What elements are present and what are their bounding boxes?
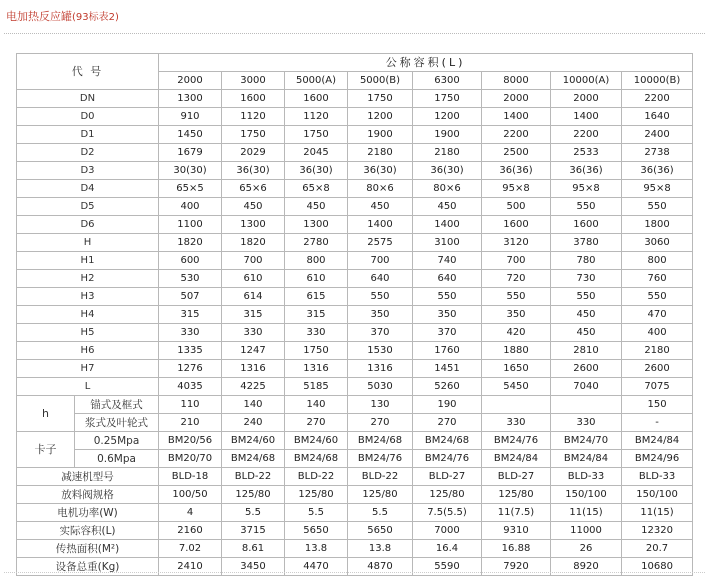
table-cell: BM24/68 [348,432,413,450]
table-cell: 450 [551,306,622,324]
table-row [17,378,693,396]
table-cell: 12320 [622,522,693,540]
table-cell: 210 [159,414,222,432]
table-cell: 8920 [551,558,622,576]
column-header: 3000 [222,72,285,90]
table-cell: 2200 [482,126,551,144]
table-cell: 720 [482,270,551,288]
table-row [17,324,693,342]
table-cell: BM24/68 [413,432,482,450]
table-cell: 5.5 [285,504,348,522]
table-cell: 507 [159,288,222,306]
table-cell: BM24/84 [551,450,622,468]
table-cell: 640 [348,270,413,288]
table-row [17,126,693,144]
table-row [17,234,693,252]
table-cell: 1600 [551,216,622,234]
table-cell: 1900 [348,126,413,144]
table-cell: 2533 [551,144,622,162]
table-cell: 330 [222,324,285,342]
table-cell: 2045 [285,144,348,162]
table-cell: BM24/68 [222,450,285,468]
row-label: D6 [17,216,159,234]
table-cell: 1316 [285,360,348,378]
table-cell: 2000 [482,90,551,108]
table-row [17,468,693,486]
table-cell: 1450 [159,126,222,144]
table-row [17,342,693,360]
table-row [17,162,693,180]
table-cell: 500 [482,198,551,216]
table-row [17,270,693,288]
table-cell: 1400 [551,108,622,126]
table-cell: 550 [413,288,482,306]
table-cell: 370 [348,324,413,342]
table-cell: 1300 [285,216,348,234]
table-cell: 2029 [222,144,285,162]
table-cell: BM24/76 [413,450,482,468]
table-cell: 4 [159,504,222,522]
table-cell: 610 [222,270,285,288]
table-cell: 1316 [222,360,285,378]
page-title [6,8,119,24]
table-row [17,504,693,522]
table-cell: 11(15) [551,504,622,522]
table-cell: 2180 [413,144,482,162]
table-cell: 420 [482,324,551,342]
table-cell: 550 [482,288,551,306]
table-cell: 7000 [413,522,482,540]
column-header: 2000 [159,72,222,90]
table-cell: 1750 [413,90,482,108]
table-cell: 13.8 [348,540,413,558]
table-cell: 36(30) [222,162,285,180]
table-cell: 3715 [222,522,285,540]
table-cell: 7.02 [159,540,222,558]
table-cell: 190 [413,396,482,414]
table-cell: 36(30) [413,162,482,180]
table-cell: 7075 [622,378,693,396]
table-cell: 2000 [551,90,622,108]
table-row [17,108,693,126]
table-cell: 3450 [222,558,285,576]
table-cell: 1750 [285,342,348,360]
table-cell: 800 [622,252,693,270]
table-cell: 150 [622,396,693,414]
table-cell: 350 [348,306,413,324]
table-cell: 800 [285,252,348,270]
table-row [17,414,693,432]
table-cell: 2160 [159,522,222,540]
table-cell: 700 [348,252,413,270]
table-cell: 1300 [222,216,285,234]
table-cell: 3120 [482,234,551,252]
table-cell: 700 [482,252,551,270]
table-cell: 1640 [622,108,693,126]
table-cell: 140 [285,396,348,414]
table-cell: 700 [222,252,285,270]
table-cell: 7.5(5.5) [413,504,482,522]
table-cell: BM20/56 [159,432,222,450]
row-sublabel: 浆式及叶轮式 [75,414,159,432]
table-cell: 1276 [159,360,222,378]
table-cell: 2200 [622,90,693,108]
table-cell: 1120 [222,108,285,126]
table-cell: 16.4 [413,540,482,558]
table-cell: BLD-22 [222,468,285,486]
corner-label: 代 号 [17,54,159,90]
table-cell: 760 [622,270,693,288]
column-header: 6300 [413,72,482,90]
table-cell: 240 [222,414,285,432]
clamp-group-label: 卡子 [17,432,75,468]
table-cell: 36(30) [285,162,348,180]
table-cell: BLD-33 [551,468,622,486]
table-cell: 125/80 [222,486,285,504]
table-cell: 350 [482,306,551,324]
table-cell: 330 [285,324,348,342]
table-cell: 2400 [622,126,693,144]
table-cell: BLD-22 [348,468,413,486]
table-cell: 450 [348,198,413,216]
table-cell: 1335 [159,342,222,360]
table-cell: 8.61 [222,540,285,558]
table-row [17,450,693,468]
row-label: H4 [17,306,159,324]
row-label: D0 [17,108,159,126]
table-cell: 450 [285,198,348,216]
table-cell: - [622,414,693,432]
row-label: H [17,234,159,252]
table-cell: 4870 [348,558,413,576]
table-cell: 1200 [413,108,482,126]
table-cell: 1300 [159,90,222,108]
table-cell: 140 [222,396,285,414]
table-row [17,306,693,324]
table-cell: 550 [551,288,622,306]
row-label: D5 [17,198,159,216]
table-cell: 740 [413,252,482,270]
table-cell: 1650 [482,360,551,378]
table-cell: 5.5 [348,504,413,522]
table-cell: 80×6 [413,180,482,198]
table-cell: 95×8 [551,180,622,198]
table-cell: 11(7.5) [482,504,551,522]
table-cell: 330 [551,414,622,432]
table-cell: 2780 [285,234,348,252]
table-cell: 730 [551,270,622,288]
table-cell: 1120 [285,108,348,126]
table-cell: 1600 [285,90,348,108]
table-cell: 4225 [222,378,285,396]
h-group-label: h [17,396,75,432]
table-cell: 11(15) [622,504,693,522]
table-cell: BM20/70 [159,450,222,468]
table-cell: 1679 [159,144,222,162]
table-cell: 400 [622,324,693,342]
bottom-divider [4,572,705,573]
title-divider [4,33,705,34]
row-label: H3 [17,288,159,306]
table-cell: BM24/84 [622,432,693,450]
table-cell: BLD-27 [413,468,482,486]
table-cell: 2180 [622,342,693,360]
table-cell: 1800 [622,216,693,234]
table-row [17,288,693,306]
table-cell: 600 [159,252,222,270]
table-cell: 2810 [551,342,622,360]
table-cell: 5.5 [222,504,285,522]
table-cell: 36(30) [348,162,413,180]
column-header: 5000(B) [348,72,413,90]
table-cell: 2600 [551,360,622,378]
table-cell: BM24/76 [482,432,551,450]
table-cell: BM24/68 [285,450,348,468]
row-label: L [17,378,159,396]
table-cell: 5030 [348,378,413,396]
row-sublabel: 0.25Mpa [75,432,159,450]
table-cell: 640 [413,270,482,288]
table-cell: 10680 [622,558,693,576]
table-row [17,522,693,540]
table-cell: 5650 [285,522,348,540]
table-cell: 550 [348,288,413,306]
table-cell: 5260 [413,378,482,396]
table-cell: 3100 [413,234,482,252]
table-cell: 350 [413,306,482,324]
column-header: 10000(A) [551,72,622,90]
table-cell: 614 [222,288,285,306]
table-cell: BM24/76 [348,450,413,468]
table-cell: 550 [622,288,693,306]
table-cell: 330 [482,414,551,432]
table-cell: BM24/84 [482,450,551,468]
table-cell: 2180 [348,144,413,162]
table-cell: 550 [551,198,622,216]
table-cell: 1900 [413,126,482,144]
table-cell: 36(36) [551,162,622,180]
table-row [17,216,693,234]
table-row [17,396,693,414]
row-label: 实际容积(L) [17,522,159,540]
table-cell: 315 [285,306,348,324]
table-cell: 1600 [482,216,551,234]
table-cell: 610 [285,270,348,288]
table-cell: 370 [413,324,482,342]
table-row [17,198,693,216]
row-label: D2 [17,144,159,162]
table-cell: 1530 [348,342,413,360]
row-label: D3 [17,162,159,180]
table-cell: 65×6 [222,180,285,198]
table-cell: 3060 [622,234,693,252]
table-cell: 125/80 [482,486,551,504]
table-cell: 36(36) [622,162,693,180]
table-cell: 910 [159,108,222,126]
table-cell: 270 [348,414,413,432]
table-cell: 1750 [285,126,348,144]
table-cell: BM24/60 [222,432,285,450]
table-cell: 13.8 [285,540,348,558]
table-cell: 5450 [482,378,551,396]
header-row-1 [17,54,693,72]
table-cell: 615 [285,288,348,306]
table-cell: 550 [622,198,693,216]
table-cell: 30(30) [159,162,222,180]
table-cell: 270 [413,414,482,432]
table-row [17,486,693,504]
spec-table [16,53,693,576]
table-cell: 130 [348,396,413,414]
table-cell: BLD-22 [285,468,348,486]
table-cell: 5185 [285,378,348,396]
table-cell [551,396,622,414]
title-main: 电加热反应罐 [6,10,72,23]
row-label: H5 [17,324,159,342]
row-sublabel: 0.6Mpa [75,450,159,468]
table-cell: 1100 [159,216,222,234]
table-cell: 780 [551,252,622,270]
row-label: H7 [17,360,159,378]
table-row [17,432,693,450]
row-label: H1 [17,252,159,270]
table-cell: 26 [551,540,622,558]
table-cell: 1750 [348,90,413,108]
table-cell: 80×6 [348,180,413,198]
table-cell: 1820 [159,234,222,252]
table-cell: 1750 [222,126,285,144]
table-cell: 2738 [622,144,693,162]
table-row [17,360,693,378]
table-cell: 95×8 [482,180,551,198]
table-cell: 330 [159,324,222,342]
table-cell: 450 [551,324,622,342]
row-label: H6 [17,342,159,360]
row-sublabel: 锚式及框式 [75,396,159,414]
table-row [17,180,693,198]
table-row [17,90,693,108]
table-cell: 150/100 [551,486,622,504]
table-row [17,540,693,558]
table-cell: 315 [222,306,285,324]
table-cell: 1820 [222,234,285,252]
table-cell: 1247 [222,342,285,360]
table-cell: 2575 [348,234,413,252]
table-cell: 65×8 [285,180,348,198]
column-header: 10000(B) [622,72,693,90]
table-cell: 20.7 [622,540,693,558]
table-cell: 125/80 [285,486,348,504]
table-row [17,144,693,162]
table-cell: BLD-33 [622,468,693,486]
row-label: 电机功率(W) [17,504,159,522]
table-cell: 1316 [348,360,413,378]
capacity-header: 公称容积(L) [159,54,693,72]
table-cell: 95×8 [622,180,693,198]
table-cell: BLD-18 [159,468,222,486]
table-cell: 315 [159,306,222,324]
table-cell: 110 [159,396,222,414]
row-label: 减速机型号 [17,468,159,486]
table-cell: 1880 [482,342,551,360]
table-cell: 125/80 [413,486,482,504]
table-cell: 530 [159,270,222,288]
row-label: D4 [17,180,159,198]
table-cell: 150/100 [622,486,693,504]
table-cell: BM24/70 [551,432,622,450]
table-cell: 470 [622,306,693,324]
table-cell: 450 [413,198,482,216]
table-cell: 100/50 [159,486,222,504]
table-cell: 450 [222,198,285,216]
row-label: 设备总重(Kg) [17,558,159,576]
table-row [17,252,693,270]
column-header: 8000 [482,72,551,90]
table-cell: 11000 [551,522,622,540]
table-cell: 2500 [482,144,551,162]
table-cell: 4470 [285,558,348,576]
table-cell: 1451 [413,360,482,378]
table-cell: 1600 [222,90,285,108]
table-cell: 2200 [551,126,622,144]
table-cell: 2410 [159,558,222,576]
row-label: D1 [17,126,159,144]
table-cell: 3780 [551,234,622,252]
table-cell: 1200 [348,108,413,126]
table-cell: 5590 [413,558,482,576]
column-header: 5000(A) [285,72,348,90]
table-cell: 65×5 [159,180,222,198]
table-cell: 270 [285,414,348,432]
row-label: 传热面积(M²) [17,540,159,558]
table-cell: 2600 [622,360,693,378]
table-cell: 125/80 [348,486,413,504]
table-cell: 7920 [482,558,551,576]
row-label: DN [17,90,159,108]
table-cell: BM24/96 [622,450,693,468]
table-cell: BM24/60 [285,432,348,450]
table-cell: 16.88 [482,540,551,558]
table-cell: 1760 [413,342,482,360]
table-cell: 1400 [482,108,551,126]
title-sub: (93标表2) [72,12,119,23]
table-cell: 7040 [551,378,622,396]
row-label: H2 [17,270,159,288]
table-cell: 36(36) [482,162,551,180]
table-cell: 1400 [348,216,413,234]
table-cell: 5650 [348,522,413,540]
table-cell: 4035 [159,378,222,396]
table-cell [482,396,551,414]
row-label: 放料阀规格 [17,486,159,504]
table-cell: BLD-27 [482,468,551,486]
table-cell: 9310 [482,522,551,540]
table-cell: 400 [159,198,222,216]
table-cell: 1400 [413,216,482,234]
